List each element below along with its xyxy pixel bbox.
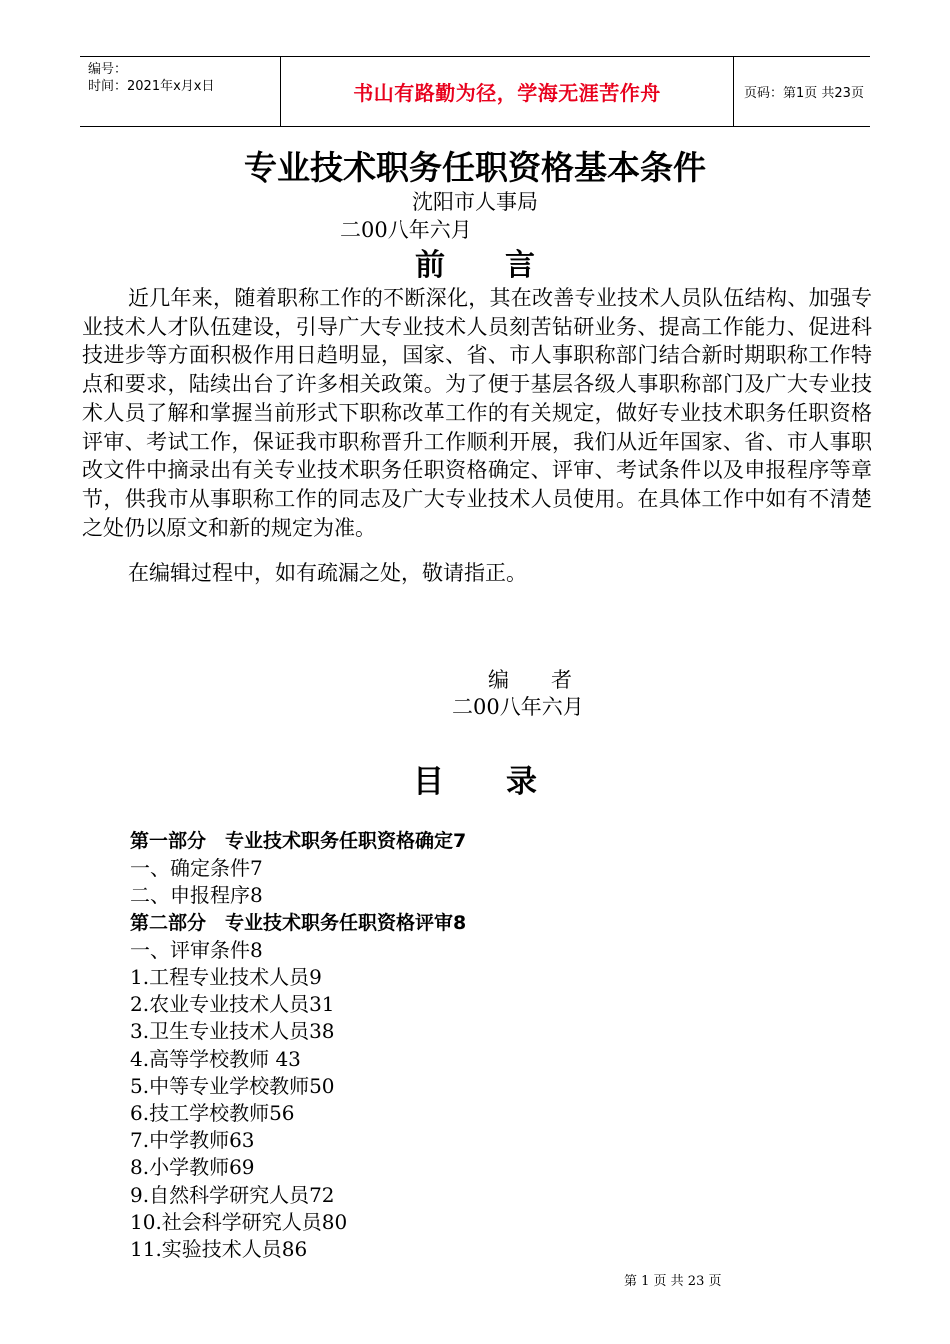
number-label: 编号： [88, 62, 128, 77]
toc-item[interactable]: 5.中等专业学校教师50 [130, 1073, 335, 1098]
toc-item[interactable]: 4.高等学校教师 43 [130, 1046, 301, 1071]
preface-paragraph-1: 近几年来，随着职称工作的不断深化，其在改善专业技术人员队伍结构、加强专业技术人才队伍建设，引导广大专业技术人员刻苦钻研业务、提高工作能力、促进科技进步等方面积极作用日趋明显，国家、省、市人事职称部门结合新时期职称工作特点和要求，陆续出台了许多相关政策。为了便于基层各级人事职称部门及广大专业技术人员了解和掌握当前形式下职称改革工作的有关规定，做好专业技术职务任职资格评审、考试工作，保证我市职称晋升工作顺利开展，我们从近年国家、省、市人事职改文件中摘录出有关专业技术职务任职资格确定、评审、考试条件以及申报程序等章节，供我市从事职称工作的同志及广大专业技术人员使用。在具体工作中如有不清楚之处仍以原文和新的规定为准。 [82, 286, 872, 540]
editor-signature: 编 者 [488, 668, 572, 692]
motto: 书山有路勤为径，学海无涯苦作舟 [353, 81, 661, 105]
header-table [80, 56, 870, 127]
toc-item[interactable]: 9.自然科学研究人员72 [130, 1182, 335, 1207]
toc-item[interactable]: 3.卫生专业技术人员38 [130, 1019, 335, 1044]
table-of-contents [130, 828, 466, 1263]
toc-item[interactable]: 一、评审条件8 [130, 937, 263, 962]
toc-item[interactable]: 10.社会科学研究人员80 [130, 1209, 348, 1234]
toc-item[interactable]: 第一部分 专业技术职务任职资格确定7 [130, 830, 467, 852]
preface-paragraph-2: 在编辑过程中，如有疏漏之处，敬请指正。 [128, 561, 527, 585]
page-info: 页码：第1页 共23页 [744, 86, 864, 101]
page-footer: 第 1 页 共 23 页 [624, 1274, 722, 1289]
toc-item[interactable]: 一、确定条件7 [130, 856, 263, 881]
document-title: 专业技术职务任职资格基本条件 [244, 148, 706, 187]
organization: 沈阳市人事局 [412, 190, 538, 214]
date-bottom: 二00八年六月 [452, 695, 584, 719]
toc-item[interactable]: 8.小学教师69 [130, 1155, 255, 1180]
toc-heading: 目 录 [413, 764, 537, 800]
header-left [80, 57, 280, 126]
toc-item[interactable]: 二、申报程序8 [130, 883, 263, 908]
date-top: 二00八年六月 [340, 218, 472, 242]
header-center [280, 57, 734, 126]
toc-item[interactable]: 1.工程专业技术人员9 [130, 965, 322, 990]
toc-item[interactable]: 2.农业专业技术人员31 [130, 992, 335, 1017]
toc-item[interactable]: 11.实验技术人员86 [130, 1237, 308, 1262]
toc-item[interactable]: 第二部分 专业技术职务任职资格评审8 [130, 911, 467, 934]
preface-heading: 前 言 [415, 248, 535, 283]
toc-item[interactable]: 6.技工学校教师56 [130, 1101, 295, 1126]
toc-item[interactable]: 7.中学教师63 [130, 1128, 255, 1153]
time-label: 时间：2021年x月x日 [88, 79, 215, 94]
